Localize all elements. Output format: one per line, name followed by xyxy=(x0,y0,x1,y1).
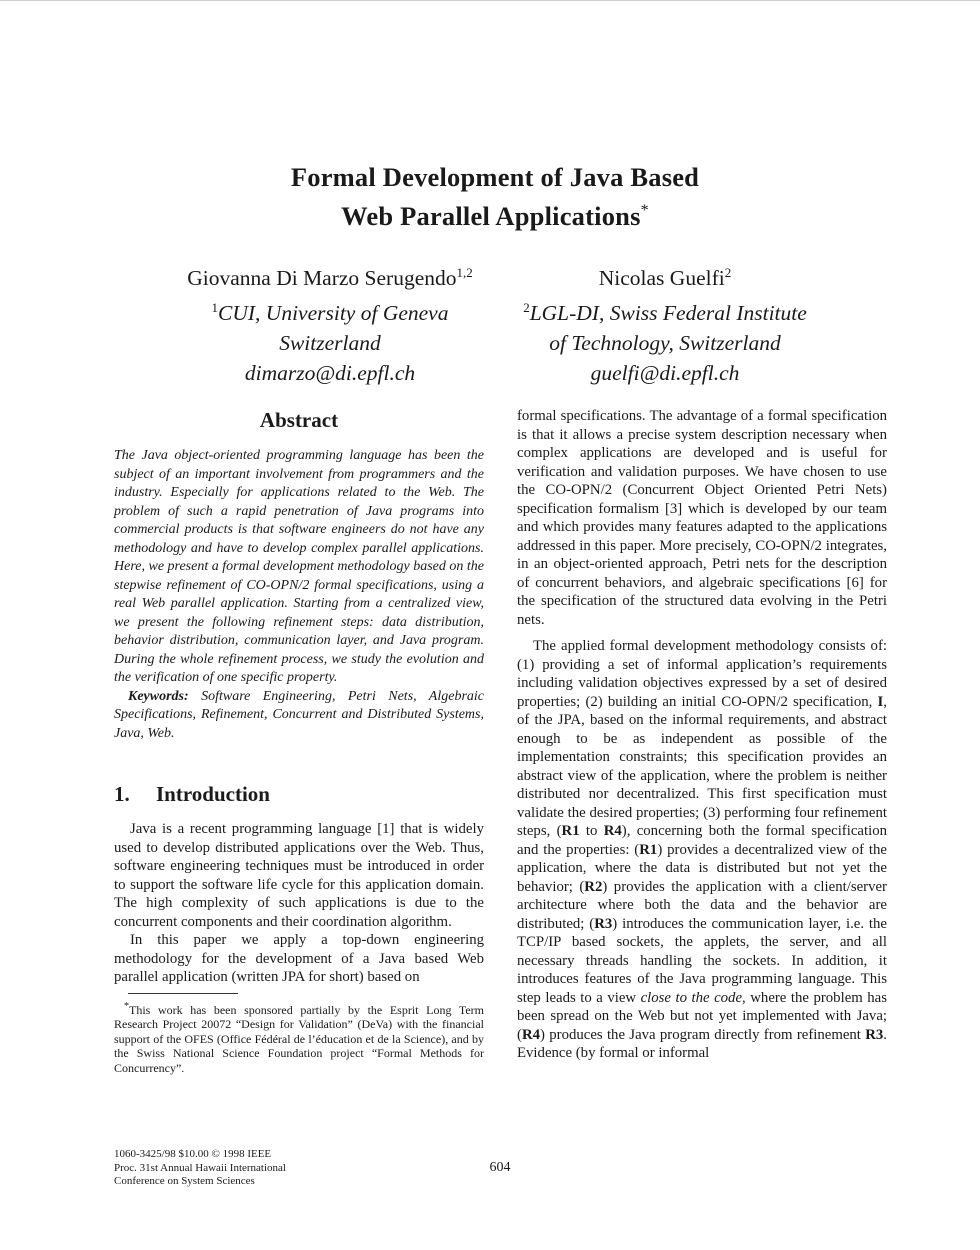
title-line-2-text: Web Parallel Applications xyxy=(341,200,641,231)
footnote-text: This work has been sponsored partially by the Esprit Long Term Research Project 20072 “Design for Validation” (DeVa) with the financial support of the OFES (Office Fédéral de l’éducation et de la Science), and by the Swiss National Science Foundation project “Formal Methods for Concurrency”. xyxy=(114,1002,484,1075)
publication-info-line-2: Proc. 31st Annual Hawaii International xyxy=(114,1161,286,1174)
author-name xyxy=(150,258,510,293)
affiliation-line-2: of Technology, Switzerland xyxy=(549,331,781,356)
title-line-1: Formal Development of Java Based xyxy=(290,162,700,192)
author-name-text: Giovanna Di Marzo Serugendo xyxy=(187,266,457,291)
author-block-2 xyxy=(500,258,830,388)
author-email: guelfi@di.epfl.ch xyxy=(590,361,740,386)
publication-info-line-1: 1060-3425/98 $10.00 © 1998 IEEE xyxy=(114,1148,272,1160)
publication-info-line-3: Conference on System Sciences xyxy=(114,1175,255,1187)
ref-R1: R1 xyxy=(639,841,658,858)
intro-paragraph-1: Java is a recent programming language [1] that is widely used to develop distributed applications over the Web. Thus, software engineering techniques must be introduced in order to support the software life cycle for this application domain. The high complexity of such applications is due to the concurrent components and their coordination algorithm. xyxy=(114,821,484,930)
ref-R4: R4 xyxy=(521,1026,541,1043)
abstract-heading: Abstract xyxy=(259,408,339,432)
section-heading-introduction xyxy=(114,781,484,807)
affiliation-line-1: CUI, University of Geneva xyxy=(218,301,449,326)
left-column xyxy=(114,407,484,1075)
footnote-mark: * xyxy=(124,1000,129,1012)
title-line-2 xyxy=(150,194,840,233)
right-column xyxy=(517,407,887,1063)
abstract-keywords xyxy=(114,688,484,744)
text-run: ) introduces the communication layer, i.e. the TCP/IP based sockets, the applets, the server, and all necessary threads handling the sockets. In addition, it introduces features of the Java programming language. This step leads to a view xyxy=(517,915,888,1006)
ref-R2: R2 xyxy=(584,878,603,895)
text-run: ) provides a decentralized view of the application, where the data is distributed but not yet the behavior; ( xyxy=(517,841,887,895)
affiliation-line-1: LGL-DI, Swiss Federal Institute xyxy=(529,301,807,326)
ref-R3: R3 xyxy=(594,915,613,932)
keywords-text: Software Engineering, Petri Nets, Algebraic Specifications, Refinement, Concurrent and Distributed Systems, Java, Web. xyxy=(114,688,484,741)
author-name xyxy=(500,258,830,293)
author-affiliation xyxy=(150,293,510,328)
ref-R3: R3 xyxy=(865,1026,884,1043)
text-run: ), concerning both the formal specification and the properties: ( xyxy=(517,823,888,858)
author-affiliation xyxy=(500,293,830,328)
affiliation-line-2: Switzerland xyxy=(279,331,381,356)
footnote-rule xyxy=(128,993,238,994)
page-number: 604 xyxy=(489,1160,511,1175)
author-email: dimarzo@di.epfl.ch xyxy=(244,361,416,386)
author-sup: 2 xyxy=(724,265,732,280)
title-footnote-mark: * xyxy=(640,202,649,219)
text-run: , of the JPA, based on the informal requirements, and abstract enough to be as independent as possible of the implementation constraints; this specification provides an abstract view of the application, where the problem is neither distributed nor decentralized. This first specification must validate the desired properties; (3) performing four refinement steps, ( xyxy=(517,693,887,839)
section-title: Introduction xyxy=(156,782,270,806)
text-run: to xyxy=(579,823,604,839)
text-run: , where the problem has been spread on the Web but not yet implemented with Java; ( xyxy=(517,989,887,1043)
author-sup: 1,2 xyxy=(456,265,473,280)
right-paragraph-2 xyxy=(517,637,887,1063)
emphasis-close-to-code: close to the code xyxy=(640,989,743,1006)
abstract-text: The Java object-oriented programming language has been the subject of an important involvement from programmers and the industry. Especially for applications related to the Web. The problem of such a rapid penetration of Java programs into commercial products is that software engineers do not have any methodology and have to develop complex parallel applications. Here, we present a formal development methodology based on the stepwise refinement of CO-OPN/2 formal specifications, using a real Web parallel application. Starting from a centralized view, we present the following refinement steps: data distribution, behavior distribution, communication layer, and Java program. During the whole refinement process, we study the evolution and the verification of one specific property. xyxy=(114,448,484,685)
author-name-text: Nicolas Guelfi xyxy=(598,266,725,291)
ref-R1: R1 xyxy=(561,823,580,839)
text-run: ) produces the Java program directly from refinement xyxy=(540,1026,866,1043)
publication-info xyxy=(114,1148,374,1189)
text-run: . Evidence (by formal or informal xyxy=(517,1026,887,1061)
footnote xyxy=(114,1000,484,1076)
keywords-label: Keywords: xyxy=(128,688,189,704)
author-block-1 xyxy=(150,258,510,388)
right-paragraph-1: formal specifications. The advantage of a formal specification is that it allows a precise system description necessary when complex applications are developed and is useful for verification and validation purposes. We have chosen to use the CO-OPN/2 (Concurrent Object Oriented Petri Nets) specification formalism [3] which is developed by our team and which provides many features adapted to the applications addressed in this paper. More precisely, CO-OPN/2 integrates, in an object-oriented approach, Petri nets for the description of concurrent behaviors, and algebraic specifications [6] for the specification of the structured data evolving in the Petri nets. xyxy=(517,408,887,628)
affiliation-sup: 2 xyxy=(523,300,530,316)
text-run: The applied formal development methodology consists of: (1) providing a set of informal application’s requirements including validation objectives expressed by a set of desired properties; (2) building an initial CO-OPN/2 specification, xyxy=(517,638,887,710)
top-border-line xyxy=(0,0,980,1)
section-number: 1. xyxy=(114,782,130,806)
spec-I-bold: I xyxy=(877,693,884,710)
paper-title xyxy=(150,160,840,233)
affiliation-sup: 1 xyxy=(211,300,219,316)
text-run: ) provides the application with a client/server architecture where both the data and the behavior are distributed; ( xyxy=(517,878,887,932)
intro-paragraph-2: In this paper we apply a top-down engineering methodology for the development of a Java based Web parallel application (written JPA for short) based on xyxy=(114,932,484,985)
ref-R4: R4 xyxy=(603,823,622,839)
